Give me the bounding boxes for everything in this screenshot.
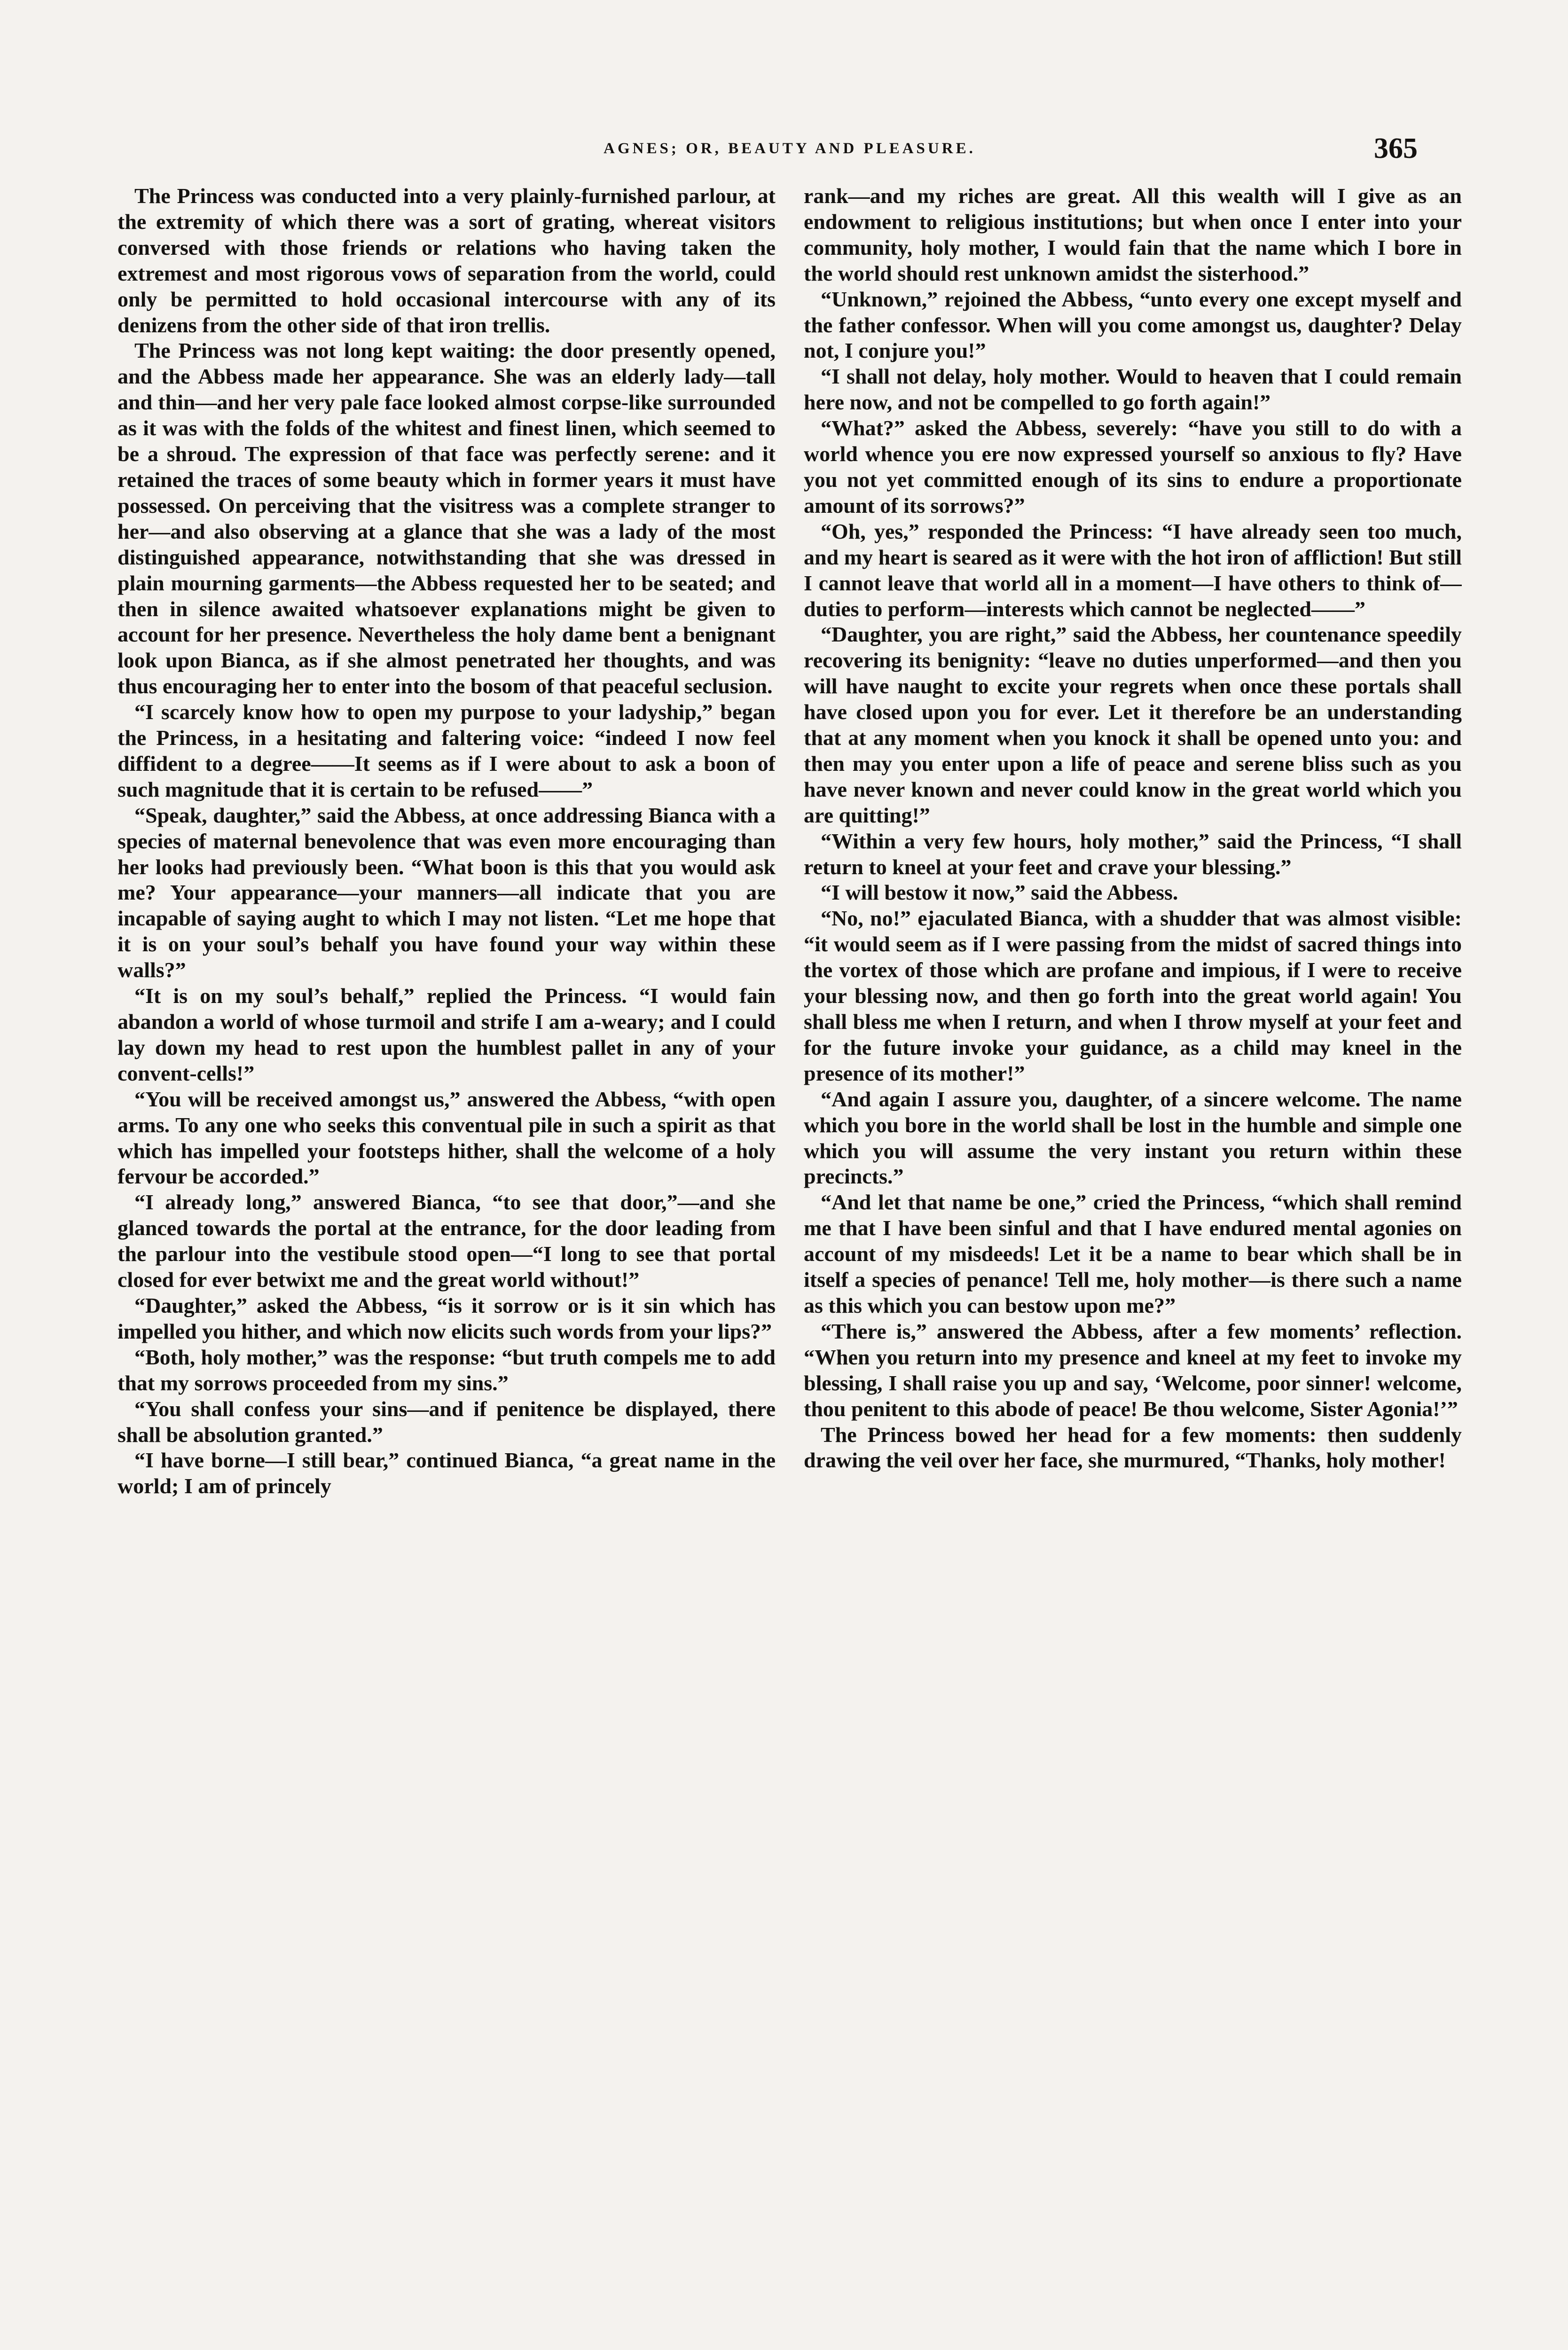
paragraph: “Daughter,” asked the Abbess, “is it sorrow or is it sin which has impelled you hither, and which now elicits such words from your lips?” xyxy=(118,1293,776,1343)
paragraph: “I shall not delay, holy mother. Would to heaven that I could remain here now, and not be compelled to go forth again!” xyxy=(804,364,1462,415)
paragraph: “Within a very few hours, holy mother,” said the Princess, “I shall return to kneel at your feet and crave your blessing.” xyxy=(804,829,1462,879)
right-column xyxy=(804,183,1462,2350)
paragraph: “I have borne—I still bear,” continued Bianca, “a great name in the world; I am of princely xyxy=(118,1448,776,1498)
paragraph: “There is,” answered the Abbess, after a few moments’ reflection. “When you return into my presence and kneel at my feet to invoke my blessing, I shall raise you up and say, ‘Welcome, poor sinner! welcome, thou penitent to this abode of peace! Be thou welcome, Sister Agonia!’” xyxy=(804,1319,1462,1421)
paragraph: “Daughter, you are right,” said the Abbess, her countenance speedily recovering its benignity: “leave no duties unperformed—and then you will have naught to excite your regrets when once these portals shall have closed upon you for ever. Let it therefore be an understanding that at any moment when you knock it shall be opened unto you: and then may you enter upon a life of peace and serene bliss such as you have never known and never could know in the great world which you are quitting!” xyxy=(804,622,1462,827)
running-title: AGNES; OR, BEAUTY AND PLEASURE. xyxy=(604,140,976,157)
paragraph: “Speak, daughter,” said the Abbess, at once addressing Bianca with a species of maternal benevolence that was even more encouraging than her looks had previously been. “What boon is this that you would ask me? Your appearance—your manners—all indicate that you are incapable of saying aught to which I may not listen. “Let me hope that it is on your soul’s behalf you have found your way within these walls?” xyxy=(118,803,776,982)
paragraph: “Oh, yes,” responded the Princess: “I have already seen too much, and my heart is seared as it were with the hot iron of affliction! But still I cannot leave that world all in a moment—I have others to think of—duties to perform—interests which cannot be neglected——” xyxy=(804,519,1462,621)
paragraph: The Princess was conducted into a very plainly-furnished parlour, at the extremity of which there was a sort of grating, whereat visitors conversed with those friends or relations who having taken the extremest and most rigorous vows of separation from the world, could only be permitted to hold occasional intercourse with any of its denizens from the other side of that iron trellis. xyxy=(118,184,776,337)
page-number: 365 xyxy=(1374,133,1418,164)
left-column xyxy=(118,183,776,2350)
paragraph: “I scarcely know how to open my purpose to your ladyship,” began the Princess, in a hesitating and faltering voice: “indeed I now feel diffident to a degree——It seems as if I were about to ask a boon of such magnitude that it is certain to be refused——” xyxy=(118,700,776,801)
page-header xyxy=(0,130,1568,167)
paragraph: “You will be received amongst us,” answered the Abbess, “with open arms. To any one who seeks this conventual pile in such a spirit as that which has impelled your footsteps hither, shall the welcome of a holy fervour be accorded.” xyxy=(118,1087,776,1189)
paragraph: “What?” asked the Abbess, severely: “have you still to do with a world whence you ere now expressed yourself so anxious to fly? Have you not yet committed enough of its sins to endure a proportionate amount of its sorrows?” xyxy=(804,416,1462,517)
paragraph: The Princess bowed her head for a few moments: then suddenly drawing the veil over her face, she murmured, “Thanks, holy mother! xyxy=(804,1422,1462,1473)
paragraph: “Both, holy mother,” was the response: “but truth compels me to add that my sorrows proceeded from my sins.” xyxy=(118,1345,776,1395)
paragraph: “It is on my soul’s behalf,” replied the Princess. “I would fain abandon a world of whose turmoil and strife I am a-weary; and I could lay down my head to rest upon the humblest pallet in any of your convent-cells!” xyxy=(118,984,776,1085)
paragraph: “No, no!” ejaculated Bianca, with a shudder that was almost visible: “it would seem as if I were passing from the midst of sacred things into the vortex of those which are profane and impious, if I were to receive your blessing now, and then go forth into the great world again! You shall bless me when I return, and when I throw myself at your feet and for the future invoke your guidance, as a child may kneel in the presence of its mother!” xyxy=(804,906,1462,1085)
paragraph: “You shall confess your sins—and if penitence be displayed, there shall be absolution granted.” xyxy=(118,1396,776,1447)
continued-paragraph: rank—and my riches are great. All this wealth will I give as an endowment to religious institutions; but when once I enter into your community, holy mother, I would fain that the name which I bore in the world should rest unknown amidst the sisterhood.” xyxy=(804,184,1462,285)
paragraph: “And let that name be one,” cried the Princess, “which shall remind me that I have been sinful and that I have endured mental agonies on account of my misdeeds! Let it be a name to bear which shall be in itself a species of penance! Tell me, holy mother—is there such a name as this which you can bestow upon me?” xyxy=(804,1190,1462,1317)
paragraph: The Princess was not long kept waiting: the door presently opened, and the Abbess made her appearance. She was an elderly lady—tall and thin—and her very pale face looked almost corpse-like surrounded as it was with the folds of the whitest and finest linen, which seemed to be a shroud. The expression of that face was perfectly serene: and it retained the traces of some beauty which in former years it must have possessed. On perceiving that the visitress was a complete stranger to her—and also observing at a glance that she was a lady of the most distinguished appearance, notwithstanding that she was dressed in plain mourning garments—the Abbess requested her to be seated; and then in silence awaited whatsoever explanations might be given to account for her presence. Nevertheless the holy dame bent a benignant look upon Bianca, as if she almost penetrated her thoughts, and was thus encouraging her to enter into the bosom of that peaceful seclusion. xyxy=(118,338,776,698)
paragraph: “I will bestow it now,” said the Abbess. xyxy=(821,880,1178,905)
paragraph: “I already long,” answered Bianca, “to see that door,”—and she glanced towards the portal at the entrance, for the door leading from the parlour into the vestibule stood open—“I long to see that portal closed for ever betwixt me and the great world without!” xyxy=(118,1190,776,1292)
paragraph: “And again I assure you, daughter, of a sincere welcome. The name which you bore in the world shall be lost in the humble and simple one which you will assume the very instant you return within these precincts.” xyxy=(804,1087,1462,1189)
paragraph: “Unknown,” rejoined the Abbess, “unto every one except myself and the father confessor. When will you come amongst us, daughter? Delay not, I conjure you!” xyxy=(804,287,1462,363)
